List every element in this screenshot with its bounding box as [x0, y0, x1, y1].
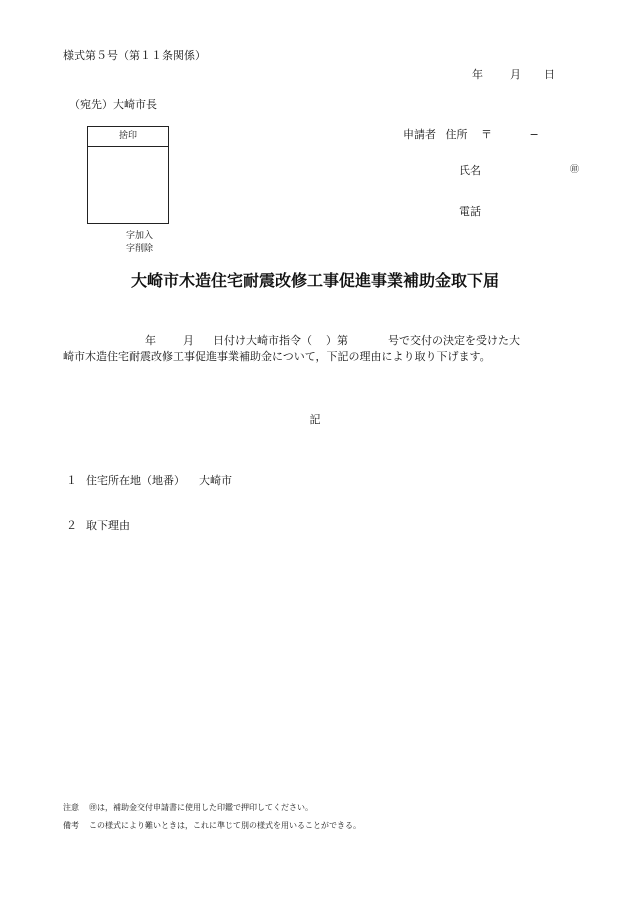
body-line-2: 崎市木造住宅耐震改修工事促進事業補助金について，下記の理由により取り下げます。: [63, 350, 491, 363]
stamp-note-insert: 字加入: [126, 231, 154, 241]
document-title: 大崎市木造住宅耐震改修工事促進事業補助金取下届: [130, 271, 499, 290]
body-text: [63, 333, 520, 365]
stamp-notes: [126, 230, 153, 256]
ki-marker: 記: [309, 413, 321, 426]
body-ref-b: ）第: [326, 334, 348, 347]
stamp-note-delete: 字削除: [126, 244, 154, 254]
date-line: [472, 66, 555, 82]
note-key: 備考: [63, 821, 79, 830]
address-label: 住所: [445, 128, 468, 141]
date-month-label: 月: [510, 68, 521, 81]
item-location: [66, 472, 232, 488]
postal-mark: 〒: [481, 128, 492, 141]
note-key: 注意: [63, 803, 79, 812]
discard-seal-label: 捨印: [88, 127, 168, 147]
seal-mark: ㊞: [570, 165, 580, 175]
item-label: 住宅所在地（地番）: [86, 474, 185, 487]
item-number: １: [66, 474, 77, 487]
discard-seal-box: [87, 126, 169, 224]
phone-label: 電話: [459, 205, 481, 218]
body-ref-a: 日付け大崎市指令（: [213, 334, 312, 347]
applicant-address-row: [403, 126, 539, 142]
form-number: 様式第５号（第１１条関係）: [63, 49, 206, 62]
applicant-role-label: 申請者: [403, 128, 436, 141]
body-line-1: [63, 333, 520, 349]
item-reason: [66, 517, 130, 533]
postal-dash: −: [529, 128, 539, 141]
item-label: 取下理由: [86, 519, 130, 532]
body-ref-c: 号で交付の決定を受けた大: [388, 334, 520, 347]
item-value: 大崎市: [199, 474, 232, 487]
date-day-label: 日: [544, 68, 555, 81]
body-month: 月: [183, 334, 194, 347]
note-text: ㊞は，補助金交付申請書に使用した印鑑で押印してください。: [89, 803, 313, 812]
name-label: 氏名: [459, 164, 481, 177]
addressee: （宛先）大崎市長: [69, 98, 157, 111]
note-text: この様式により難いときは，これに準じて別の様式を用いることができる。: [89, 821, 361, 830]
date-year-label: 年: [472, 68, 483, 81]
note-caution: [63, 802, 313, 813]
body-year: 年: [145, 334, 156, 347]
note-remarks: [63, 820, 361, 831]
item-number: ２: [66, 519, 77, 532]
